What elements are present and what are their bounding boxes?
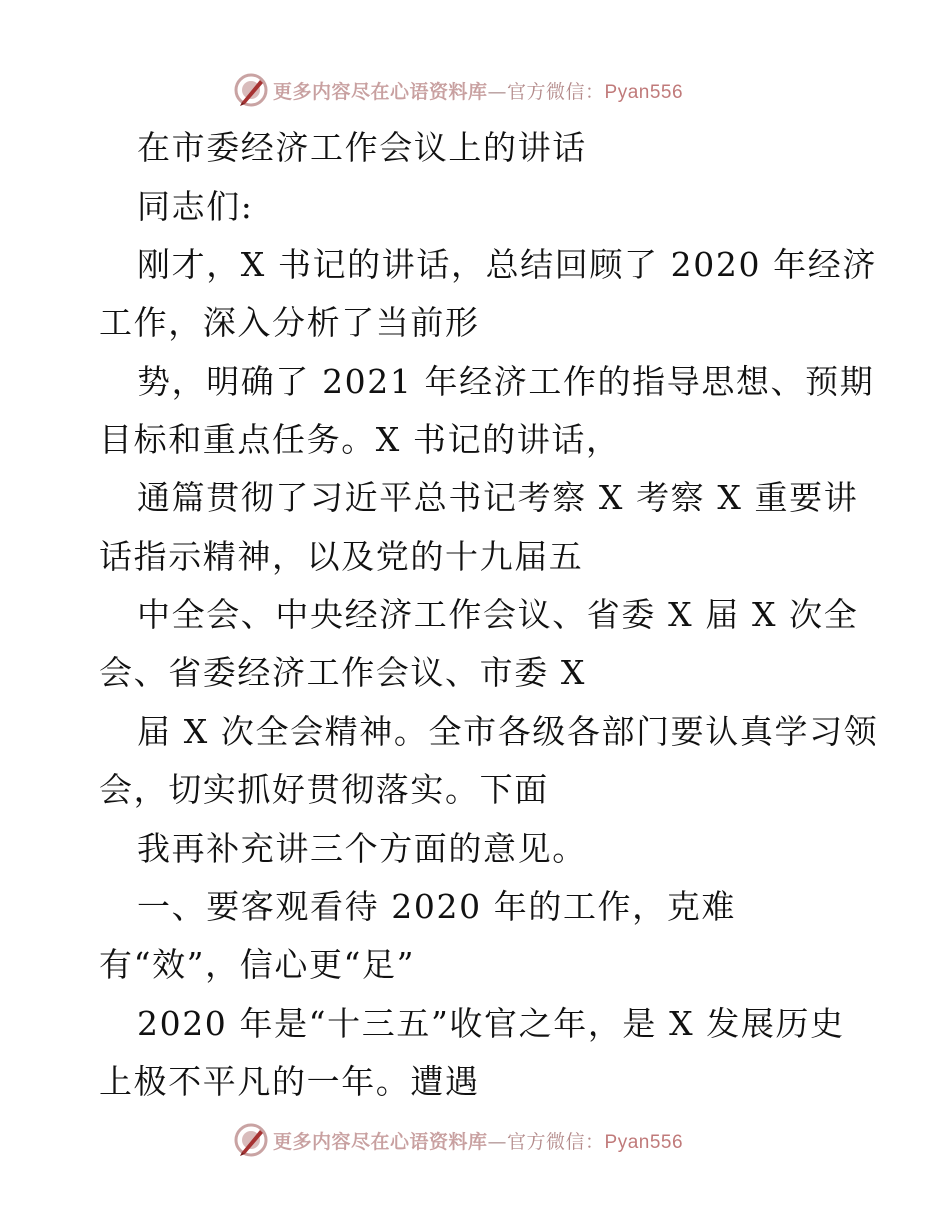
- watermark-wechat-id: Pyan556: [604, 81, 684, 103]
- text-line: 上极不平凡的一年。遭遇: [99, 1062, 480, 1101]
- text-line: 中全会、中央经济工作会议、省委 X 届 X 次全: [137, 595, 859, 634]
- header-watermark: [234, 72, 754, 108]
- watermark-wechat-id: Pyan556: [604, 1131, 684, 1153]
- pen-logo-icon: [234, 73, 268, 107]
- text-line: 话指示精神，以及党的十九届五: [99, 537, 584, 576]
- watermark-main-text: 更多内容尽在心语资料库: [273, 80, 488, 103]
- section-heading: 一、要客观看待 2020 年的工作，克难: [137, 887, 736, 926]
- text-line: 工作，深入分析了当前形: [99, 303, 480, 342]
- text-line: 届 X 次全会精神。全市各级各部门要认真学习领: [137, 712, 879, 751]
- footer-watermark: [234, 1122, 754, 1158]
- section-heading-continued: 有“效”，信心更“足”: [99, 945, 416, 984]
- text-line: 会，切实抓好贯彻落实。下面: [99, 770, 549, 809]
- text-line: 通篇贯彻了习近平总书记考察 X 考察 X 重要讲: [137, 478, 859, 517]
- pen-logo-icon: [234, 1123, 268, 1157]
- text-line: 会、省委经济工作会议、市委 X: [99, 653, 586, 692]
- watermark-wechat-label: 官方微信：: [507, 80, 605, 103]
- text-line: 我再补充讲三个方面的意见。: [137, 829, 587, 868]
- document-title: 在市委经济工作会议上的讲话: [137, 128, 587, 167]
- text-line: 目标和重点任务。X 书记的讲话，: [99, 420, 621, 459]
- salutation: 同志们:: [137, 187, 254, 226]
- watermark-wechat-label: 官方微信：: [507, 1130, 605, 1153]
- watermark-text: [273, 77, 683, 104]
- watermark-separator: —: [487, 80, 508, 103]
- watermark-text: [273, 1127, 683, 1154]
- watermark-separator: —: [487, 1130, 508, 1153]
- watermark-main-text: 更多内容尽在心语资料库: [273, 1130, 488, 1153]
- text-line: 2020 年是“十三五”收官之年，是 X 发展历史: [137, 1004, 845, 1043]
- text-line: 势，明确了 2021 年经济工作的指导思想、预期: [137, 362, 875, 401]
- text-line: 刚才，X 书记的讲话，总结回顾了 2020 年经济: [137, 245, 877, 284]
